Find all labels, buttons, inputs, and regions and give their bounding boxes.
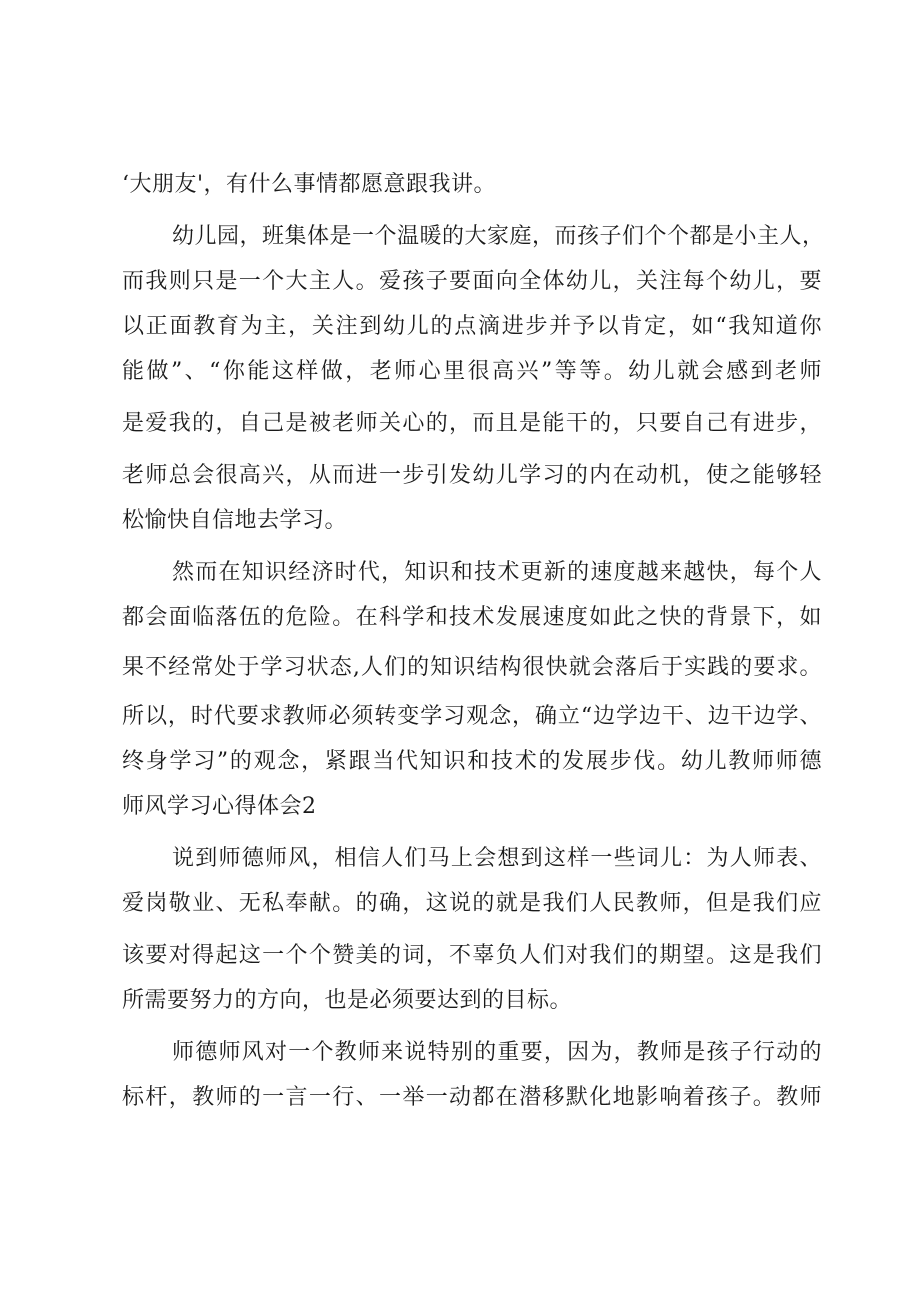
text-line: 该要对得起这一个个赞美的词，不辜负人们对我们的期望。这是我们	[122, 943, 822, 968]
text-line: 以正面教育为主，关注到幼儿的点滴进步并予以肯定，如“我知道你	[122, 314, 822, 339]
text-line: 标杆，教师的一言一行、一举一动都在潜移默化地影响着孩子。教师	[122, 1085, 822, 1110]
text-line: 所以，时代要求教师必须转变学习观念，确立“边学边干、边干边学、	[122, 704, 822, 729]
text-line: 师德师风对一个教师来说特别的重要，因为，教师是孩子行动的	[172, 1040, 822, 1065]
text-line: 爱岗敬业、无私奉献。的确，这说的就是我们人民教师，但是我们应	[122, 891, 822, 916]
text-line: 幼儿园，班集体是一个温暖的大家庭，而孩子们个个都是小主人，	[172, 224, 825, 249]
text-line: 果不经常处于学习状态,人们的知识结构很快就会落后于实践的要求。	[122, 655, 822, 680]
text-line: 师风学习心得体会2	[122, 794, 317, 819]
text-line: 所需要努力的方向，也是必须要达到的目标。	[122, 988, 573, 1013]
text-line: 松愉快自信地去学习。	[122, 508, 348, 533]
text-line: 然而在知识经济时代，知识和技术更新的速度越来越快，每个人	[172, 560, 822, 585]
text-line: 能做”、“你能这样做，老师心里很高兴”等等。幼儿就会感到老师	[122, 359, 822, 384]
text-line: 老师总会很高兴，从而进一步引发幼儿学习的内在动机，使之能够轻	[122, 463, 822, 488]
text-line: 都会面临落伍的危险。在科学和技术发展速度如此之快的背景下，如	[122, 605, 822, 630]
text-line: 说到师德师风，相信人们马上会想到这样一些词儿：为人师表、	[172, 846, 822, 871]
text-line: ‘大朋友'，有什么事情都愿意跟我讲。	[122, 172, 497, 197]
text-line: 是爱我的，自己是被老师关心的，而且是能干的，只要自己有进步，	[122, 411, 822, 436]
text-line: 而我则只是一个大主人。爱孩子要面向全体幼儿，关注每个幼儿，要	[122, 269, 822, 294]
text-line: 终身学习”的观念，紧跟当代知识和技术的发展步伐。幼儿教师师德	[122, 749, 822, 774]
